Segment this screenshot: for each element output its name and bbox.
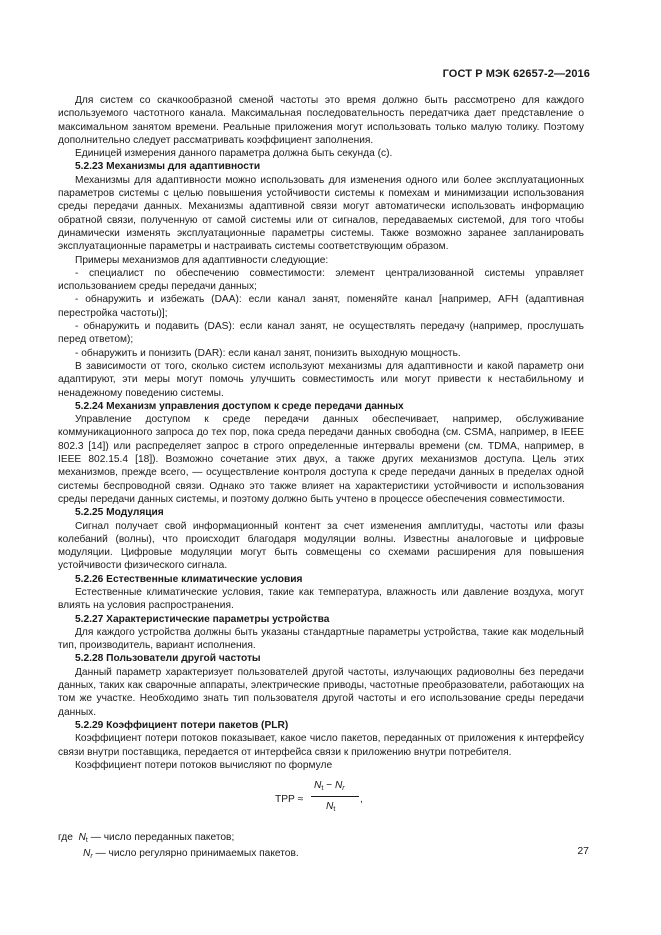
- fraction-bar: [311, 796, 359, 797]
- list-item: - обнаружить и подавить (DAS): если канал занят, не осуществлять передачу (например, прослушать перед ответом);: [58, 321, 584, 346]
- section-heading-5-2-24: 5.2.24 Механизм управления доступом к среде передачи данных: [75, 400, 404, 412]
- list-item: - специалист по обеспечению совместимости: элемент централизованной системы управляет использованием среды передачи данных;: [58, 267, 584, 293]
- definition-subscript: r: [90, 853, 93, 861]
- section-heading-5-2-25: 5.2.25 Модуляция: [75, 507, 164, 519]
- plr-formula: [58, 773, 584, 825]
- paragraph: В зависимости от того, сколько систем используют механизмы для адаптивности и какой параметр они адаптируют, эти меры могут помочь улучшить совместимость или могут привести к нестабильному и ненадежному поведению системы.: [58, 360, 584, 399]
- paragraph: Механизмы для адаптивности можно использовать для изменения одного или более эксплуатационных параметров системы с целью повышения устойчивости системы к помехам и минимизации использования среды передачи данных. Механизмы адаптивной связи могут автоматически использовать информацию обратной связи, полученную от самой системы или от сигналов, передаваемых системой, для того чтобы динамически изменять эксплуатационные параметры системы. Также возможно заранее запланировать эксплуатационные параметры и настраивать системы соответствующим образом.: [58, 174, 584, 253]
- paragraph: Данный параметр характеризует пользователей другой частоты, излучающих радиоволны без передачи данных, таких как сварочные аппараты, электрические приводы, частотные преобразователи, работающих на том же участке. Необходимо знать тип пользователя другой частоты и его использование среды передачи данных.: [58, 666, 584, 718]
- paragraph: Коэффициент потери потоков вычисляют по формуле: [75, 759, 333, 771]
- section-heading-5-2-29: 5.2.29 Коэффициент потери пакетов (PLR): [75, 719, 289, 731]
- paragraph: Естественные климатические условия, такие как температура, влажность или давление воздуха, могут влиять на условия распространения.: [58, 586, 584, 612]
- definition-symbol: N: [83, 848, 91, 860]
- formula-numerator: [314, 779, 345, 795]
- definition-nr: [83, 847, 584, 863]
- paragraph: Сигнал получает свой информационный контент за счет изменения амплитуды, частоты или фазы колебаний (волны), что происходит благодаря модуляции волны. Известны аналоговые и цифровые модуляции. Цифровые модуляции могут быть совмещены со схемами расширения для повышения устойчивости физического сигнала.: [58, 520, 584, 572]
- formula-denominator: [326, 800, 335, 816]
- definition-subscript: t: [85, 837, 88, 845]
- list-item: - обнаружить и избежать (DAA): если канал занят, поменяйте канал [например, AFH (адаптивная перестройка частоты)];: [58, 294, 584, 319]
- definition-text: — число регулярно принимаемых пакетов.: [92, 848, 299, 860]
- paragraph: Единицей измерения данного параметра должна быть секунда (с).: [75, 148, 393, 160]
- formula-subscript: r: [342, 785, 345, 793]
- where-word: где: [58, 832, 73, 844]
- formula-minus: −: [323, 780, 335, 792]
- paragraph: Для систем со скачкообразной сменой частоты это время должно быть рассмотрено для каждого используемого частотного канала. Максимальная последовательность передатчика дает представление о максимальном занятом времени. Реальные приложения могут использовать только малую толику. Поэтому дополнительно следует рассматривать коэффициент заполнения.: [58, 95, 584, 146]
- paragraph: Для каждого устройства должны быть указаны стандартные параметры устройства, такие как модельный тип, производитель, вариант исполнения.: [58, 626, 584, 652]
- formula-symbol: N: [314, 780, 322, 792]
- definition-text: — число переданных пакетов;: [87, 832, 235, 844]
- definition-nt: [58, 831, 584, 847]
- document-header: ГОСТ Р МЭК 62657-2—2016: [442, 68, 590, 80]
- section-heading-5-2-23: 5.2.23 Механизмы для адаптивности: [75, 161, 261, 173]
- formula-comma: ,: [360, 794, 363, 806]
- formula-lhs: TPP ≈: [275, 794, 304, 806]
- formula-subscript: t: [321, 785, 324, 793]
- section-heading-5-2-27: 5.2.27 Характеристические параметры устройства: [75, 613, 330, 625]
- section-heading-5-2-26: 5.2.26 Естественные климатические условия: [75, 573, 303, 585]
- definition-symbol: N: [78, 832, 86, 844]
- paragraph: Управление доступом к среде передачи данных обеспечивает, например, обслуживание коммуникационного запроса до тех пор, пока среда передачи данных свободна (см. CSMA, например, в IEEE 802.3 [14]) или распределяет запрос в строго определенные интервалы времени (см. TDMA, например, в IEEE 802.15.4 [18]). Возможно сочетание этих двух, а также других механизмов доступа. Цель этих механизмов, прежде всего, — осуществление контроля доступа к среде передачи данных в пределах одной системы беспроводной связи. Однако это также влияет на характеристики устойчивости и использования среды передачи данных системы, и поэтому должно быть учтено в процессе обеспечения совместимости.: [58, 414, 584, 505]
- list-item: - обнаружить и понизить (DAR): если канал занят, понизить выходную мощность.: [75, 347, 461, 359]
- section-heading-5-2-28: 5.2.28 Пользователи другой частоты: [75, 653, 261, 665]
- paragraph: Коэффициент потери потоков показывает, какое число пакетов, переданных от приложения к интерфейсу связи внутри поставщика, передается от интерфейса связи к приложению внутри потребителя.: [58, 733, 584, 758]
- document-body: [58, 94, 584, 864]
- formula-symbol: N: [326, 801, 334, 813]
- formula-subscript: t: [333, 806, 336, 814]
- paragraph: Примеры механизмов для адаптивности следующие:: [75, 254, 329, 266]
- page-number: 27: [577, 845, 589, 857]
- formula-symbol: N: [334, 780, 343, 792]
